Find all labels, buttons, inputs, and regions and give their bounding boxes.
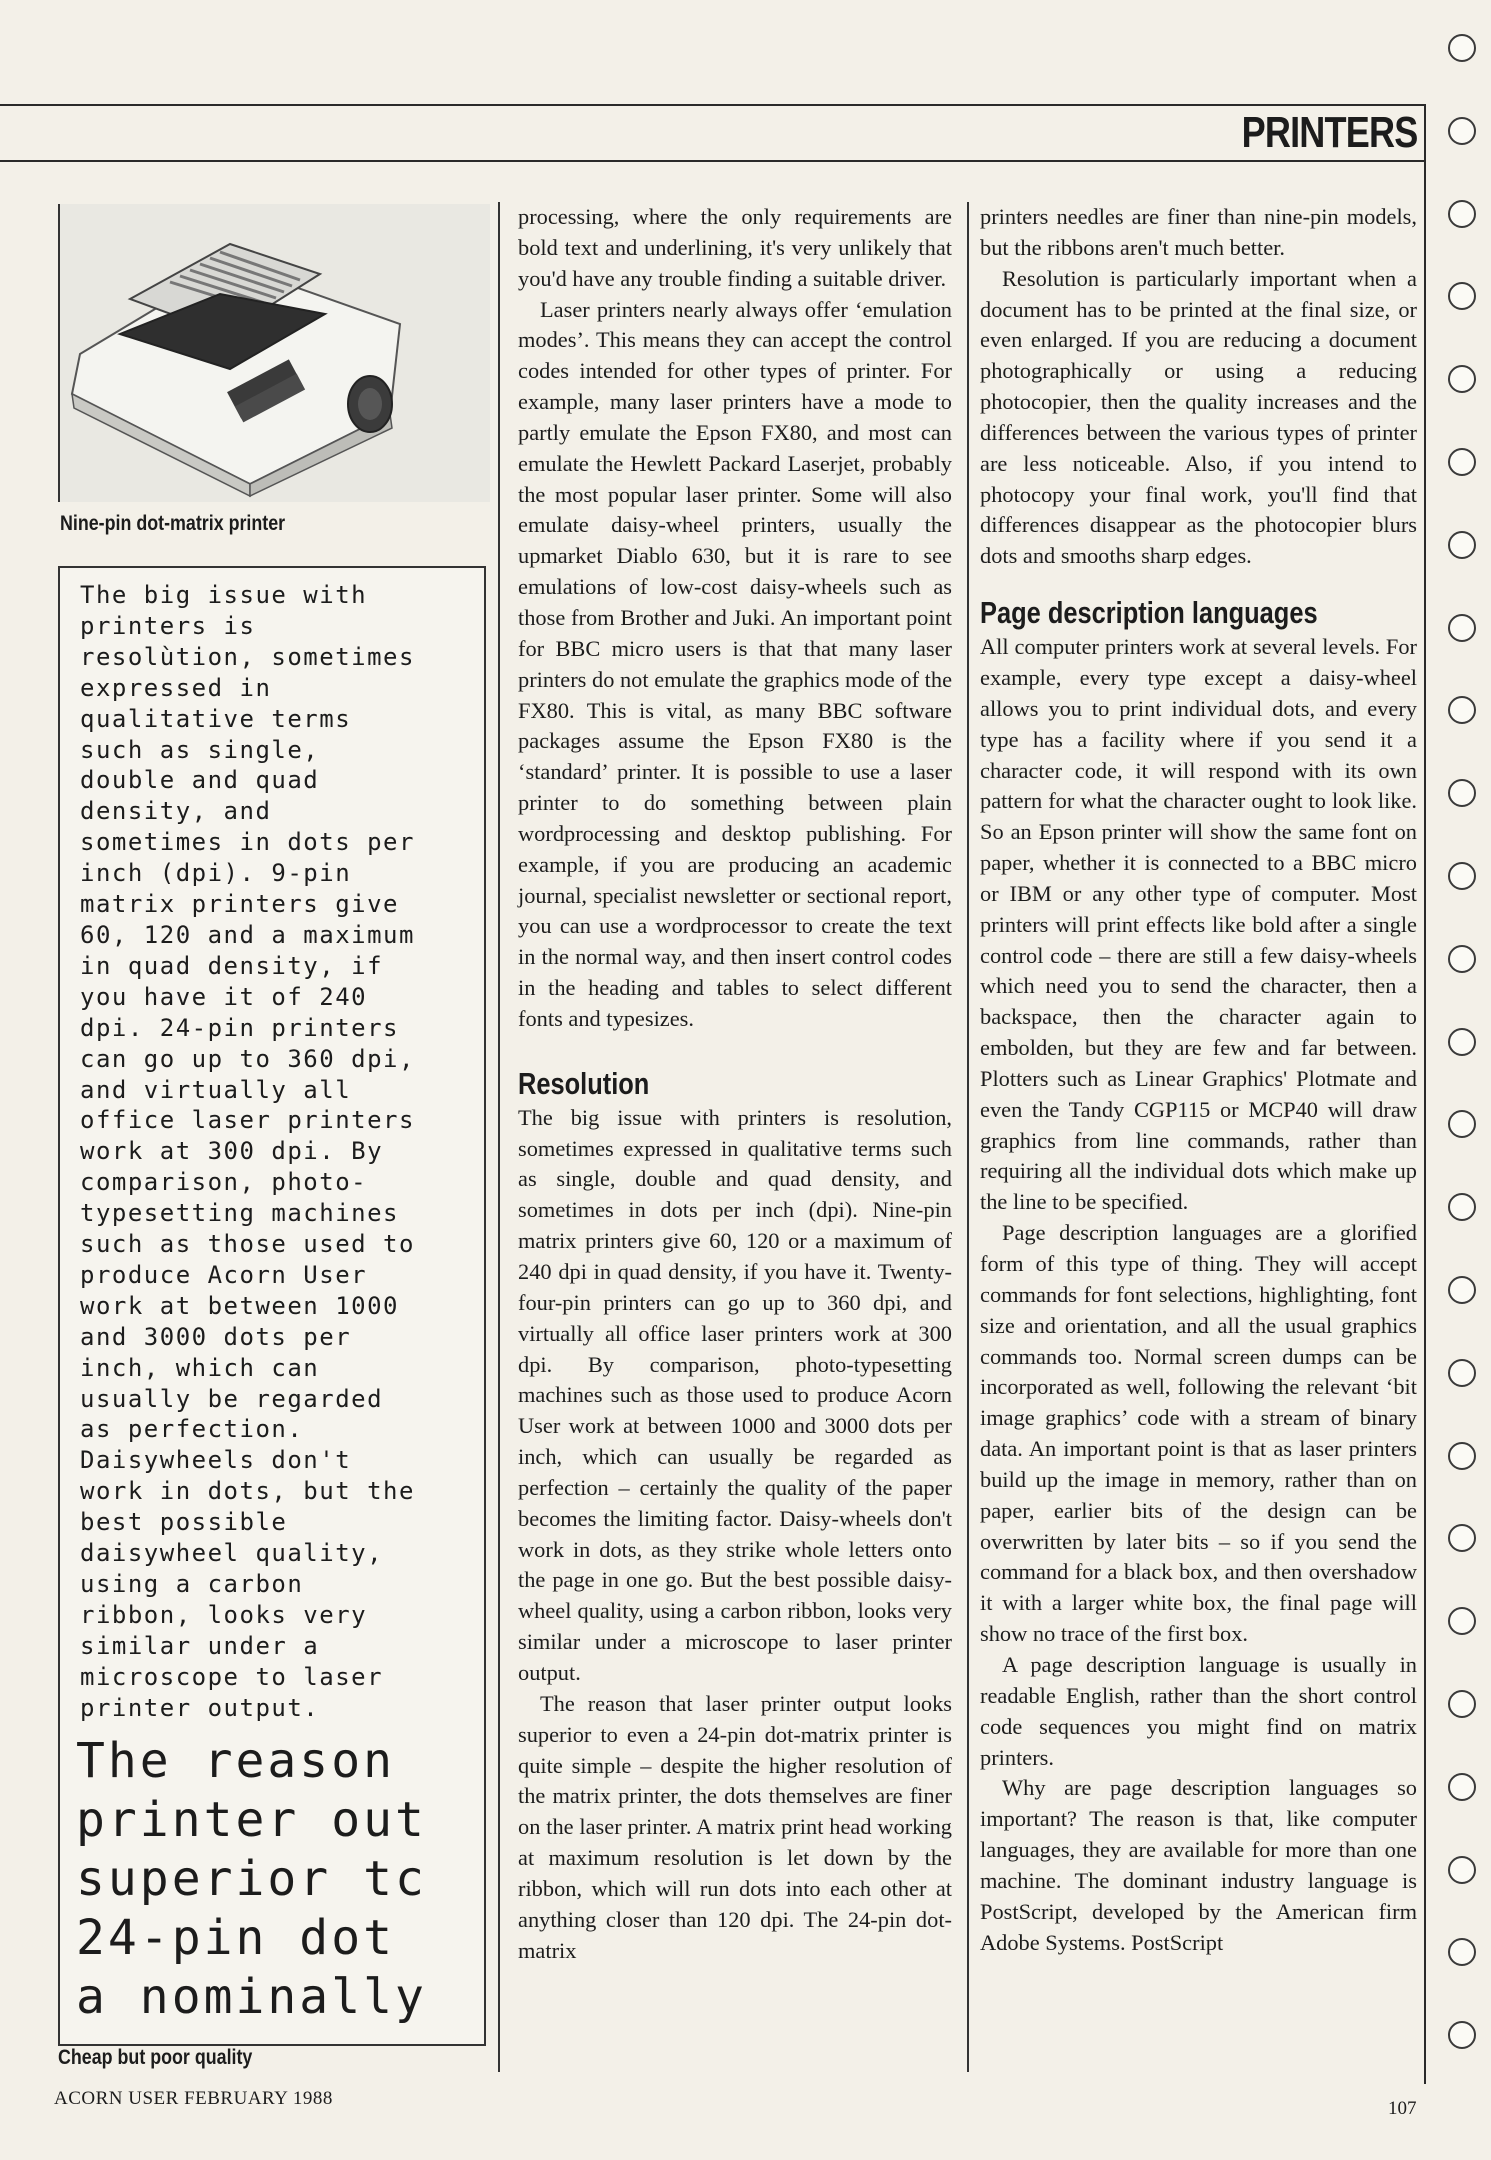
binder-hole <box>1448 1856 1476 1884</box>
section-heading-resolution: Resolution <box>518 1065 650 1101</box>
binder-hole <box>1448 1028 1476 1056</box>
screen-dump-large-text: The reason printer out superior tc 24-pin dot a nominally <box>76 1733 427 2025</box>
margin-rule <box>1424 104 1426 2084</box>
binder-hole <box>1448 117 1476 145</box>
column-rule-left <box>498 202 500 2072</box>
binder-hole <box>1448 531 1476 559</box>
right-column <box>980 202 1417 1958</box>
paragraph: Why are page description languages so important? The reason is that, like computer languages, they are available for more than one machine. The dominant industry language is PostScript, developed by the American firm Adobe Systems. PostScript <box>980 1775 1417 1955</box>
footer-issue: ACORN USER FEBRUARY 1988 <box>54 2088 333 2109</box>
binder-hole <box>1448 1938 1476 1966</box>
paragraph: All computer printers work at several levels. For example, every type except a daisy-wheel allows you to print individual dots, and every type has a facility where if you send it a character code, it will respond with its own pattern for what the character ought to look like. So an Epson printer will show the same font on paper, whether it is connected to a BBC micro or IBM or any other type of computer. Most printers will print effects like bold after a single control code – there are still a few daisy-wheels which need you to send the character, then a backspace, then the character again to embolden, but they are few and far between. Plotters such as Linear Graphics' Plotmate and even the Tandy CGP115 or MCP40 will draw graphics from line commands, rather than requiring all the individual dots which make up the line to be specified. <box>980 634 1417 1215</box>
screen-caption: Cheap but poor quality <box>58 2046 253 2069</box>
binder-hole <box>1448 1276 1476 1304</box>
binder-hole <box>1448 282 1476 310</box>
paragraph: The big issue with printers is resolution, sometimes expressed in qualitative terms such as single, double and quad density, and sometimes in dots per inch (dpi). Nine-pin matrix printers give 60, 120 or a maximum of 240 dpi in quad density, if you have it. Twenty-four-pin printers can go up to 360 dpi, and virtually all office laser printers work at 300 dpi. By comparison, photo-typesetting machines such as those used to produce Acorn User work at between 1000 and 3000 dots per inch, which can usually be regarded as perfection – certainly the quality of the paper becomes the limiting factor. Daisy-wheels don't work in dots, as they strike whole letters onto the page in one go. But the best possible daisy-wheel quality, using a carbon ribbon, looks very similar under a microscope to laser printer output. <box>518 1104 952 1685</box>
binder-hole <box>1448 2021 1476 2049</box>
binder-hole <box>1448 862 1476 890</box>
binder-hole <box>1448 1359 1476 1387</box>
paragraph: Laser printers nearly always offer ‘emulation modes’. This means they can accept the control codes intended for other types of printer. For example, many laser printers have a mode to partly emulate the Epson FX80, and most can emulate the Hewlett Packard Laserjet, probably the most popular laser printer. Some will also emulate daisy-wheel printers, usually the upmarket Diablo 630, but it is rare to see emulations of low-cost daisy-wheels such as those from Brother and Juki. An important point for BBC micro users is that that many laser printers do not emulate the graphics mode of the FX80. This is vital, as many BBC software packages assume the Epson FX80 is the ‘standard’ printer. It is possible to use a laser printer to do something between plain wordprocessing and desktop publishing. For example, if you are producing an academic journal, specialist newsletter or sectional report, you can use a wordprocessor to create the text in the normal way, and then insert control codes in the heading and tables to select different fonts and typesizes. <box>518 296 953 1031</box>
binder-hole <box>1448 1524 1476 1552</box>
header-rule-bottom <box>0 160 1425 162</box>
binder-hole <box>1448 1110 1476 1138</box>
page-number: 107 <box>1388 2098 1417 2119</box>
binder-hole <box>1448 1607 1476 1635</box>
printer-photo <box>58 204 490 502</box>
binder-hole <box>1448 1773 1476 1801</box>
section-title: PRINTERS <box>1241 108 1417 157</box>
paragraph: The reason that laser printer output looks superior to even a 24-pin dot-matrix printer is quite simple – despite the higher resolution of the matrix printer, the dots themselves are finer on the laser printer. A matrix print head working at maximum resolution is let down by the ribbon, which will run dots into each other at anything closer than 120 dpi. The 24-pin dot-matrix <box>518 1690 952 1963</box>
binder-holes <box>1448 34 1482 2144</box>
binder-hole <box>1448 614 1476 642</box>
screen-dump-text: The big issue with printers is resolùtion, sometimes expressed in qualitative terms such as single, double and quad density, and sometimes in dots per inch (dpi). 9-pin matrix printers give 60, 120 and a maximum in quad density, if you have it of 240 dpi. 24-pin printers can go up to 360 dpi, and virtually all office laser printers work at 300 dpi. By comparison, photo- typesetting machines such as those used to produce Acorn User work at between 1000 and 3000 dots per inch, which can usually be regarded as perfection. Daisywheels don't work in dots, but the best possible daisywheel quality, using a carbon ribbon, looks very similar under a microscope to laser printer output. <box>80 581 415 1722</box>
printer-illustration <box>60 204 490 502</box>
binder-hole <box>1448 1690 1476 1718</box>
paragraph: printers needles are finer than nine-pin models, but the ribbons aren't much better. <box>980 204 1417 260</box>
binder-hole <box>1448 365 1476 393</box>
binder-hole <box>1448 448 1476 476</box>
binder-hole <box>1448 779 1476 807</box>
binder-hole <box>1448 696 1476 724</box>
paragraph: Resolution is particularly important when a document has to be printed at the final size, or even enlarged. If you are reducing a document photographically or using a reducing photocopier, then the quality increases and the differences between the various types of printer are less noticeable. Also, if you intend to photocopy your final work, you'll find that differences disappear as the photocopier blurs dots and smooths sharp edges. <box>980 265 1417 569</box>
paragraph: Page description languages are a glorified form of this type of thing. They will accept commands for font selections, highlighting, font size and orientation, and all the usual graphics commands too. Normal screen dumps can be incorporated as well, following the relevant ‘bit image graphics’ code with a stream of binary data. An important point is that as laser printers build up the image in memory, rather than on paper, earlier bits of the design can be overwritten by later bits – so if you send the command for a black box, and then overshadow it with a larger white box, the final page will show no trace of the first box. <box>980 1220 1417 1647</box>
screen-dump-box <box>58 566 486 2046</box>
paragraph: A page description language is usually in readable English, rather than the short control code sequences you might find on matrix printers. <box>980 1651 1417 1770</box>
paragraph: processing, where the only requirements are bold text and underlining, it's very unlikely that you'd have any trouble finding a suitable driver. <box>518 204 952 291</box>
binder-hole <box>1448 945 1476 973</box>
photo-caption: Nine-pin dot-matrix printer <box>60 512 286 535</box>
middle-column <box>518 202 952 1966</box>
binder-hole <box>1448 200 1476 228</box>
section-heading-page-description: Page description languages <box>980 595 1318 631</box>
header-rule-top <box>0 104 1425 106</box>
binder-hole <box>1448 1193 1476 1221</box>
binder-hole <box>1448 34 1476 62</box>
column-rule-right <box>967 202 969 2072</box>
binder-hole <box>1448 1442 1476 1470</box>
